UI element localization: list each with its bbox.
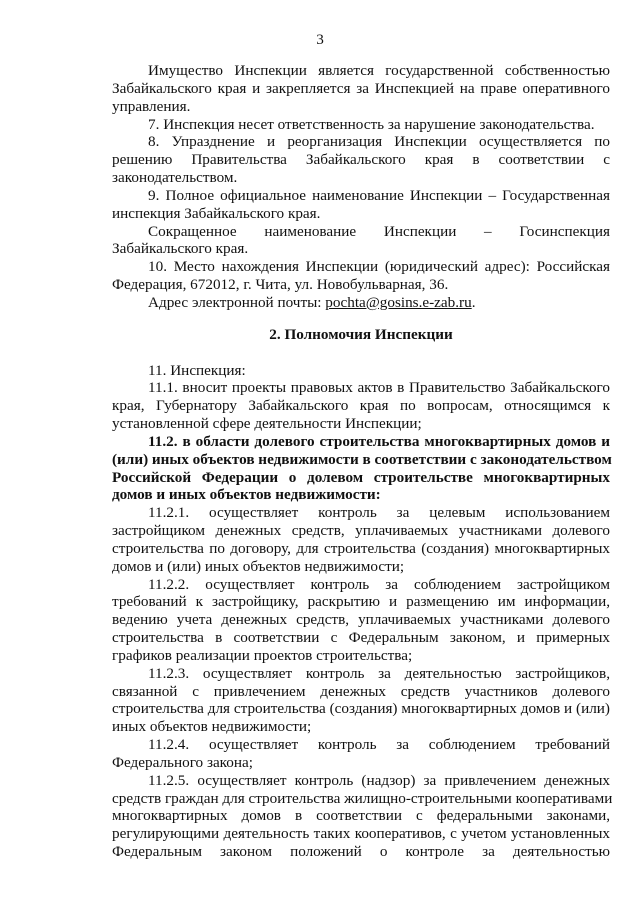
paragraph-line: Федерального закона; bbox=[112, 753, 253, 771]
paragraph-line: 7. Инспекция несет ответственность за нарушение законодательства. bbox=[148, 115, 595, 133]
paragraph-line: Забайкальского края и закрепляется за Инспекцией на праве оперативного bbox=[112, 79, 610, 97]
paragraph-line: 11.1. вносит проекты правовых актов в Правительство Забайкальского bbox=[148, 379, 610, 397]
paragraph-line: Имущество Инспекции является государственной собственностью bbox=[148, 62, 610, 79]
paragraph-line: средств граждан для строительства жилищно-строительными кооперативами bbox=[112, 789, 613, 807]
paragraph-line: решению Правительства Забайкальского края в соответствии с bbox=[112, 151, 610, 169]
paragraph-line: требований к застройщику, раскрытию и размещению им информации, bbox=[112, 593, 610, 611]
paragraph-line: 11.2.3. осуществляет контроль за деятельностью застройщиков, bbox=[148, 664, 610, 682]
paragraph-line: иных объектов недвижимости; bbox=[112, 718, 312, 736]
paragraph-line: домов и (или) иных объектов недвижимости; bbox=[112, 557, 405, 575]
paragraph-line: Федеральным законом положений о контроле за деятельностью bbox=[112, 843, 610, 860]
email-line bbox=[112, 293, 610, 313]
paragraph-line-bold: (или) иных объектов недвижимости в соответствии с законодательством bbox=[112, 450, 612, 468]
paragraph-line: 11.2.1. осуществляет контроль за целевым использованием bbox=[148, 504, 610, 522]
paragraph-line: Забайкальского края. bbox=[112, 240, 249, 258]
section-heading: 2. Полномочия Инспекции bbox=[269, 325, 453, 343]
paragraph-line: инспекция Забайкальского края. bbox=[112, 204, 321, 222]
paragraph-line: связанной с привлечением денежных средств участников долевого bbox=[112, 682, 610, 700]
email-link[interactable]: pochta@gosins.e-zab.ru bbox=[325, 293, 472, 311]
paragraph-line: законодательством. bbox=[112, 169, 238, 186]
email-label: Адрес электронной почты: bbox=[148, 293, 326, 311]
paragraph-line: Сокращенное наименование Инспекции – Госинспекция bbox=[148, 222, 610, 240]
paragraph-line: строительства в соответствии с Федеральным законом, и примерных bbox=[112, 629, 610, 646]
paragraph-line: Федерация, 672012, г. Чита, ул. Новобульварная, 36. bbox=[112, 276, 449, 293]
email-suffix: . bbox=[471, 293, 476, 311]
paragraph-line: 11.2.5. осуществляет контроль (надзор) за привлечением денежных bbox=[148, 771, 610, 789]
paragraph-line: края, Губернатору Забайкальского края по вопросам, относящимся к bbox=[112, 397, 610, 415]
paragraph-line: 11.2.4. осуществляет контроль за соблюдением требований bbox=[148, 736, 610, 753]
paragraph-line: многоквартирных домов в соответствии с федеральными законами, bbox=[112, 807, 610, 825]
paragraph-line: 11.2.2. осуществляет контроль за соблюдением застройщиком bbox=[148, 575, 610, 593]
paragraph-line-bold: Российской Федерации о долевом строительстве многоквартирных bbox=[112, 468, 610, 486]
paragraph-line: установленной сфере деятельности Инспекции; bbox=[112, 415, 422, 433]
paragraph-line: строительства по договору, для строительства (создания) многоквартирных bbox=[112, 539, 610, 557]
paragraph-line: графиков реализации проектов строительства; bbox=[112, 646, 413, 664]
paragraph-line: управления. bbox=[112, 97, 191, 115]
paragraph-line: регулирующими деятельность таких кооперативов, с учетом установленных bbox=[112, 825, 610, 843]
page-number: 3 bbox=[316, 31, 324, 48]
paragraph-line: 8. Упразднение и реорганизация Инспекции осуществляется по bbox=[148, 133, 610, 151]
paragraph-line: 9. Полное официальное наименование Инспекции – Государственная bbox=[148, 186, 610, 204]
paragraph-line: строительства для строительства (создания) многоквартирных домов и (или) bbox=[112, 700, 610, 718]
paragraph-line: ведению учета денежных средств, уплачиваемых участниками долевого bbox=[112, 611, 610, 629]
paragraph-line: застройщиком денежных средств, уплачиваемых участниками долевого bbox=[112, 522, 610, 539]
paragraph-line-bold: домов и иных объектов недвижимости: bbox=[112, 486, 381, 504]
paragraph-line: 10. Место нахождения Инспекции (юридический адрес): Российская bbox=[148, 258, 610, 276]
paragraph-line-bold: 11.2. в области долевого строительства многоквартирных домов и bbox=[148, 432, 610, 450]
paragraph-line: 11. Инспекция: bbox=[148, 361, 246, 379]
